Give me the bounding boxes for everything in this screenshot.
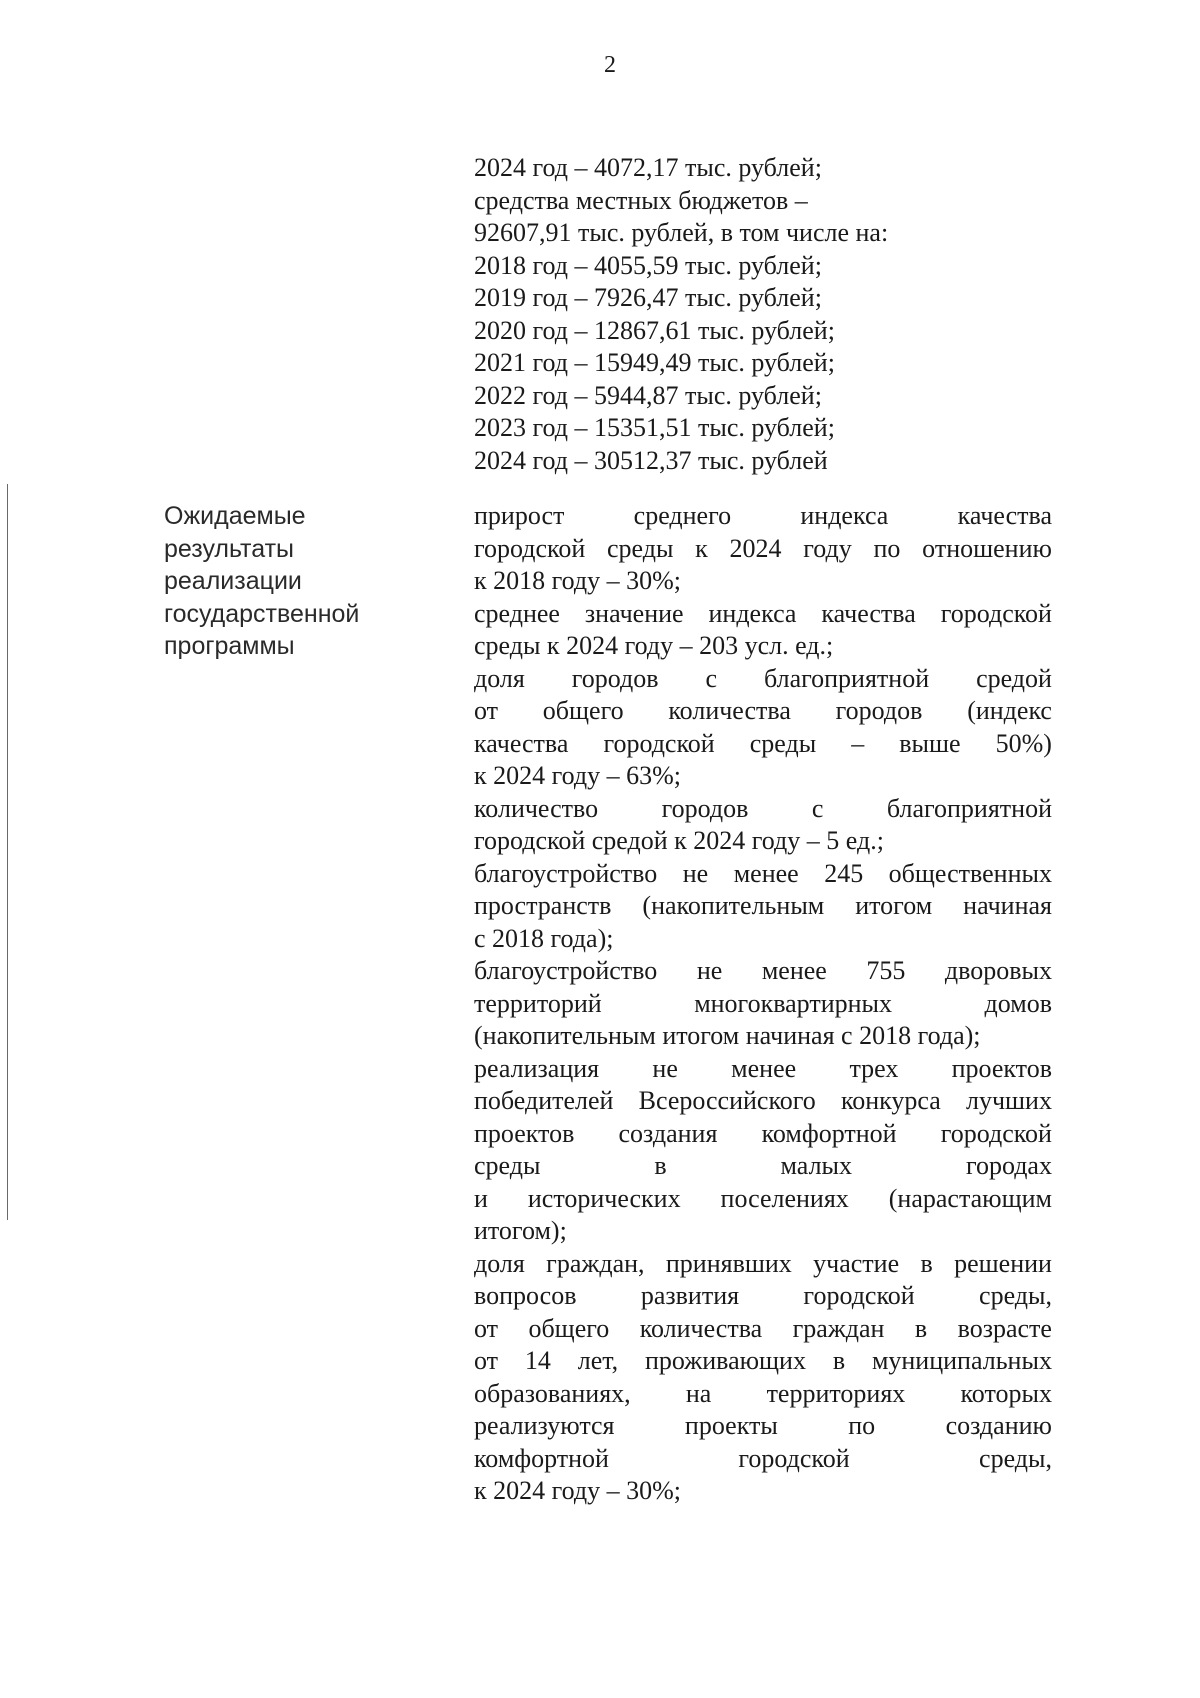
results-line: благоустройство не менее 755 дворовых: [474, 956, 1052, 985]
results-line: образованиях, на территориях которых: [474, 1378, 1052, 1408]
funding-line: 2022 год – 5944,87 тыс. рублей;: [474, 380, 822, 410]
results-line: комфортной городской среды,: [474, 1443, 1052, 1473]
results-line: итогом);: [474, 1216, 567, 1245]
results-line: качества городской среды – выше 50%): [474, 728, 1052, 758]
results-line: от общего количества городов (индекс: [474, 696, 1052, 725]
results-line: среды к 2024 году – 203 усл. ед.;: [474, 631, 834, 660]
results-line: пространств (накопительным итогом начиная: [474, 891, 1052, 920]
results-line: городской средой к 2024 году – 5 ед.;: [474, 826, 884, 855]
funding-line: 2024 год – 4072,17 тыс. рублей;: [474, 153, 822, 182]
results-line: (накопительным итогом начиная с 2018 года);: [474, 1021, 981, 1050]
results-line: вопросов развития городской среды,: [474, 1281, 1052, 1310]
results-line: среды в малых городах: [474, 1151, 1052, 1180]
results-label-line: Ожидаемые: [164, 502, 306, 530]
results-line: реализация не менее трех проектов: [474, 1053, 1052, 1083]
funding-line: 2021 год – 15949,49 тыс. рублей;: [474, 348, 835, 377]
funding-line: 2018 год – 4055,59 тыс. рублей;: [474, 250, 822, 280]
scan-edge-line: [7, 484, 8, 1220]
expected-results-text: [474, 500, 1052, 1508]
results-line: благоустройство не менее 245 общественных: [474, 858, 1052, 888]
funding-line: 2023 год – 15351,51 тыс. рублей;: [474, 413, 835, 442]
results-label-line: реализации: [164, 567, 302, 595]
results-line: к 2024 году – 30%;: [474, 1476, 682, 1505]
results-line: доля граждан, принявших участие в решении: [474, 1248, 1052, 1278]
funding-line: 2024 год – 30512,37 тыс. рублей: [474, 445, 828, 475]
results-line: и исторических поселениях (нарастающим: [474, 1183, 1052, 1213]
funding-line: 92607,91 тыс. рублей, в том числе на:: [474, 218, 889, 247]
results-line: прирост среднего индекса качества: [474, 501, 1052, 530]
results-line: количество городов с благоприятной: [474, 793, 1052, 823]
results-line: от 14 лет, проживающих в муниципальных: [474, 1346, 1052, 1375]
results-line: к 2018 году – 30%;: [474, 566, 682, 595]
page-number: 2: [604, 52, 616, 78]
expected-results-label: [164, 500, 424, 663]
results-line: с 2018 года);: [474, 923, 614, 953]
results-line: реализуются проекты по созданию: [474, 1411, 1052, 1440]
results-line: к 2024 году – 63%;: [474, 761, 682, 790]
results-label-line: программы: [164, 632, 295, 660]
funding-amounts-section: [474, 152, 1054, 477]
funding-line: средства местных бюджетов –: [474, 185, 808, 215]
results-line: среднее значение индекса качества городской: [474, 598, 1052, 628]
results-line: территорий многоквартирных домов: [474, 988, 1052, 1018]
results-label-line: государственной: [164, 599, 360, 628]
funding-line: 2020 год – 12867,61 тыс. рублей;: [474, 315, 835, 345]
results-line: от общего количества граждан в возрасте: [474, 1313, 1052, 1343]
results-line: проектов создания комфортной городской: [474, 1118, 1052, 1148]
results-label-line: результаты: [164, 534, 294, 563]
results-line: победителей Всероссийского конкурса лучших: [474, 1086, 1052, 1115]
results-line: доля городов с благоприятной средой: [474, 663, 1052, 693]
results-line: городской среды к 2024 году по отношению: [474, 533, 1052, 563]
funding-line: 2019 год – 7926,47 тыс. рублей;: [474, 283, 822, 312]
